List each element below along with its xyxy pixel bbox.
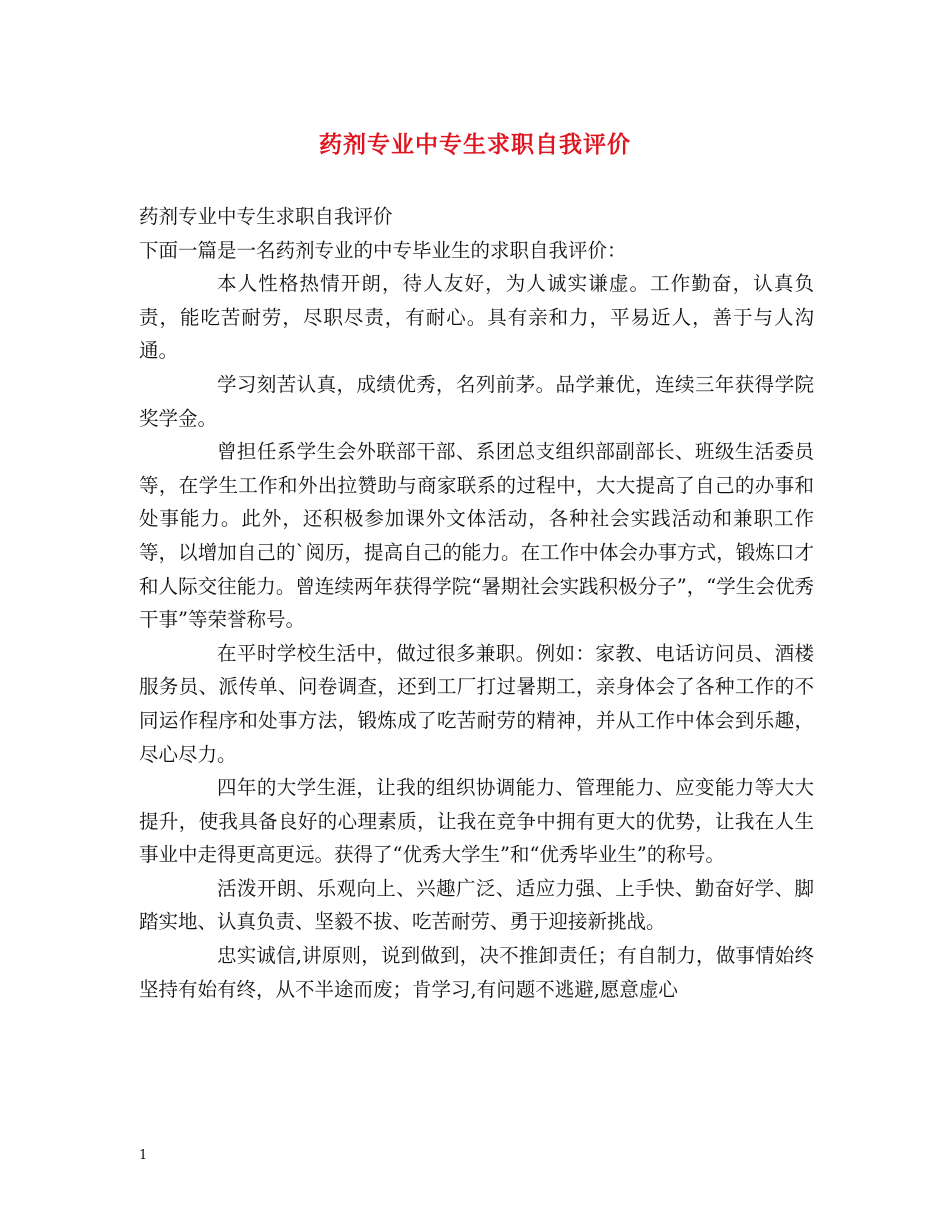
document-title: 药剂专业中专生求职自我评价 — [319, 131, 631, 158]
page-number: 1 — [139, 1148, 148, 1163]
paragraph-personality: 本人性格热情开朗，待人友好，为人诚实谦虚。工作勤奋，认真负责，能吃苦耐劳，尽职尽责，有耐心。具有亲和力，平易近人，善于与人沟通。 — [139, 272, 814, 363]
paragraph-integrity: 忠实诚信,讲原则，说到做到，决不推卸责任；有自制力，做事情始终坚持有始有终，从不半途而废；肯学习,有问题不逃避,愿意虚心 — [139, 944, 814, 1001]
paragraph-college-life: 四年的大学生涯，让我的组织协调能力、管理能力、应变能力等大大提升，使我具备良好的心理素质，让我在竞争中拥有更大的优势，让我在人生事业中走得更高更远。获得了“优秀大学生”和“优秀毕业生”的称号。 — [139, 776, 814, 867]
paragraph-student-work: 曾担任系学生会外联部干部、系团总支组织部副部长、班级生活委员等，在学生工作和外出拉赞助与商家联系的过程中，大大提高了自己的办事和处事能力。此外，还积极参加课外文体活动，各种社会实践活动和兼职工作等，以增加自己的`阅历，提高自己的能力。在工作中体会办事方式，锻炼口才和人际交往能力。曾连续两年获得学院“暑期社会实践积极分子”，“学生会优秀干事”等荣誉称号。 — [139, 440, 814, 632]
intro-paragraph: 下面一篇是一名药剂专业的中专毕业生的求职自我评价： — [139, 238, 627, 262]
document-body — [139, 200, 814, 1006]
paragraph-study: 学习刻苦认真，成绩优秀，名列前茅。品学兼优，连续三年获得学院奖学金。 — [139, 372, 814, 430]
paragraph-traits: 活泼开朗、乐观向上、兴趣广泛、适应力强、上手快、勤奋好学、脚踏实地、认真负责、坚毅不拔、吃苦耐劳、勇于迎接新挑战。 — [139, 876, 814, 934]
paragraph-part-time: 在平时学校生活中，做过很多兼职。例如：家教、电话访问员、酒楼服务员、派传单、问卷调查，还到工厂打过暑期工，亲身体会了各种工作的不同运作程序和处事方法，锻炼成了吃苦耐劳的精神，并从工作中体会到乐趣，尽心尽力。 — [139, 641, 814, 766]
body-heading: 药剂专业中专生求职自我评价 — [139, 205, 393, 228]
